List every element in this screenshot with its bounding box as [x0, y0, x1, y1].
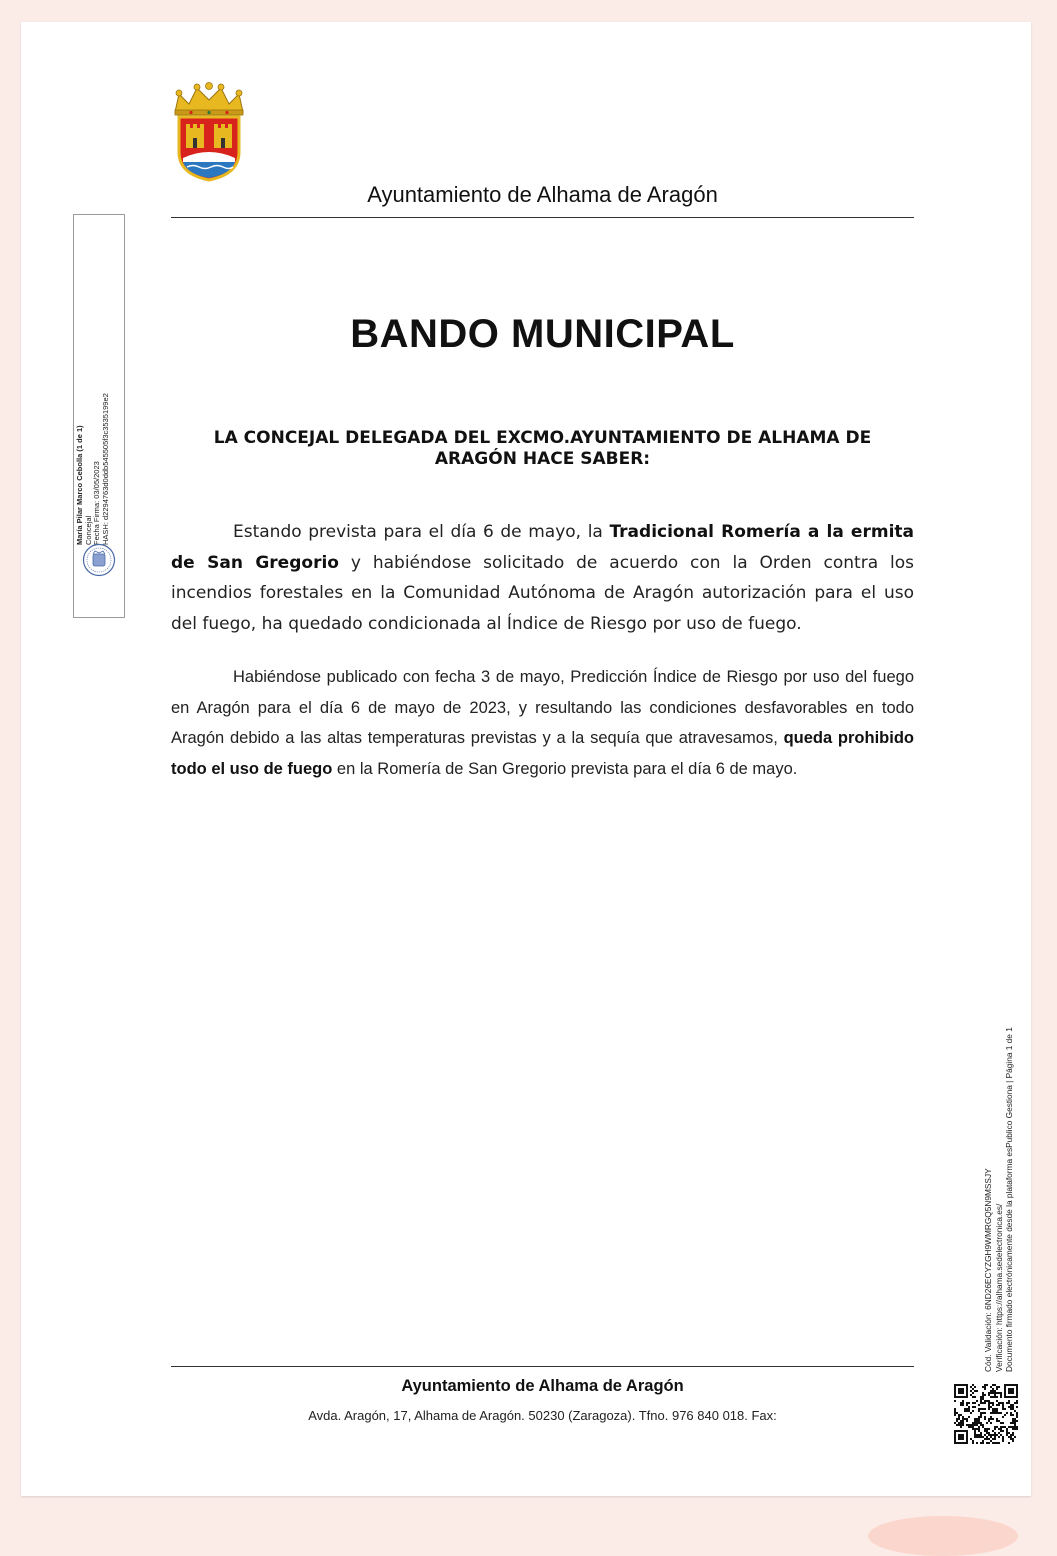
official-seal-icon [82, 543, 116, 577]
header-institution: Ayuntamiento de Alhama de Aragón [367, 182, 718, 207]
signature-hash: HASH: d2294763d0ddb545505f3c3535199e2 [100, 393, 110, 545]
signature-panel [73, 214, 125, 618]
qr-code-icon [954, 1384, 1018, 1444]
subtitle-line-1: LA CONCEJAL DELEGADA DEL EXCMO.AYUNTAMIENTO DE ALHAMA DE [213, 428, 872, 448]
footer-divider [171, 1366, 914, 1367]
signature-text [76, 225, 110, 545]
paragraph-1-text-a: Estando prevista para el día 6 de mayo, la [233, 522, 610, 542]
validation-text [983, 932, 1015, 1372]
signer-name: María Pilar Marco Cebolla (1 de 1) [75, 425, 84, 545]
paragraph-2 [171, 662, 914, 784]
coat-of-arms-icon [169, 82, 249, 182]
paragraph-2-text-b: en la Romería de San Gregorio prevista para el día 6 de mayo. [332, 759, 798, 778]
signer-role: Concejal [83, 515, 93, 545]
document-title: BANDO MUNICIPAL [350, 312, 735, 356]
signature-date: Fecha Firma: 03/05/2023 [92, 461, 101, 545]
paragraph-2-text-a: Habiéndose publicado con fecha 3 de mayo, Predicción Índice de Riesgo por uso del fuego en Aragón para el día 6 de mayo de 2023, y resultando las condiciones desfavorables en todo Aragón debido a las altas temperaturas previstas y a la sequía que atravesamos, [171, 668, 914, 747]
document-subtitle [171, 428, 914, 470]
paragraph-2-bold: queda prohibido todo el uso de fuego [171, 729, 914, 778]
subtitle-line-2: ARAGÓN HACE SABER: [434, 449, 651, 469]
footer-address: Avda. Aragón, 17, Alhama de Aragón. 50230 (Zaragoza). Tfno. 976 840 018. Fax: [308, 1408, 777, 1423]
footer-institution: Ayuntamiento de Alhama de Aragón [401, 1377, 684, 1395]
validation-code: Cód. Validación: 6ND26ECYZGH9WMRGQ5N9MSSJY [983, 1168, 993, 1372]
validation-url: Verificación: https://alhama.sedelectronica.es/ [993, 1203, 1004, 1372]
paragraph-1 [171, 517, 914, 639]
header-divider [171, 217, 914, 218]
validation-signed: Documento firmado electrónicamente desde la plataforma esPublico Gestiona | Página 1 de 1 [1004, 1027, 1014, 1372]
floating-action-button[interactable] [868, 1516, 1018, 1556]
paragraph-1-bold: Tradicional Romería a la ermita de San Gregorio [171, 522, 914, 573]
paragraph-1-text-b: y habiéndose solicitado de acuerdo con la Orden contra los incendios forestales en la Comunidad Autónoma de Aragón autorización para el uso del fuego, ha quedado condicionada al Índice de Riesgo por uso de fuego. [171, 552, 915, 634]
document-page [21, 22, 1031, 1496]
